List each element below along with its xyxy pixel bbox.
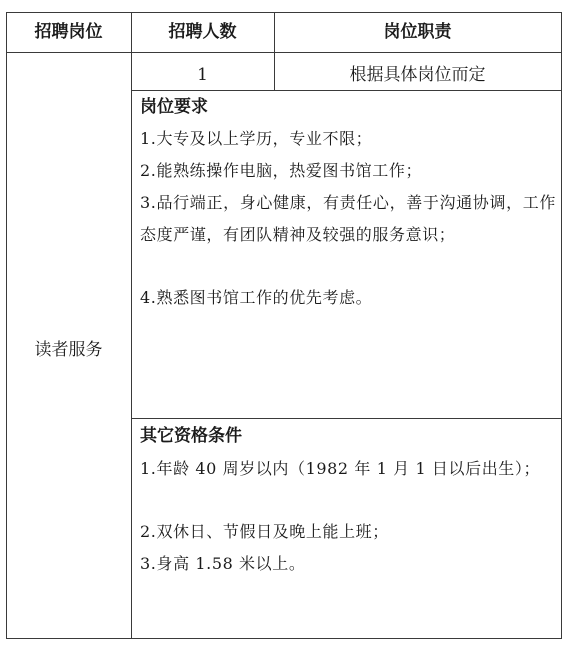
header-responsibility: 岗位职责	[383, 22, 452, 42]
responsibility-value: 根据具体岗位而定	[349, 65, 486, 85]
requirement-item: 1.大专及以上学历，专业不限；	[140, 129, 373, 148]
requirement-item: 4.熟悉图书馆工作的优先考虑。	[140, 288, 373, 307]
section-divider	[131, 418, 562, 419]
table-border-bottom	[6, 638, 562, 639]
condition-item: 1.年龄 40 周岁以内（1982 年 1 月 1 日以后出生）；	[140, 459, 541, 478]
count-value: 1	[197, 65, 208, 85]
table-border-top	[6, 12, 562, 13]
column-divider-1	[131, 12, 132, 639]
condition-item: 2.双休日、节假日及晚上能上班；	[140, 522, 389, 541]
count-row-divider	[131, 90, 562, 91]
header-divider	[6, 52, 562, 53]
header-count: 招聘人数	[168, 22, 237, 42]
condition-item: 3.身高 1.58 米以上。	[140, 554, 306, 573]
requirements-title: 岗位要求	[140, 97, 208, 117]
position-name: 读者服务	[34, 340, 103, 360]
table-border-left	[6, 12, 7, 639]
header-position: 招聘岗位	[34, 22, 103, 42]
requirement-item: 3.品行端正，身心健康，有责任心，善于沟通协调，工作态度严谨，有团队精神及较强的服务意识；	[140, 193, 556, 244]
requirement-item: 2.能熟练操作电脑，热爱图书馆工作；	[140, 161, 423, 180]
table-border-right	[561, 12, 562, 639]
other-conditions-title: 其它资格条件	[140, 426, 242, 446]
